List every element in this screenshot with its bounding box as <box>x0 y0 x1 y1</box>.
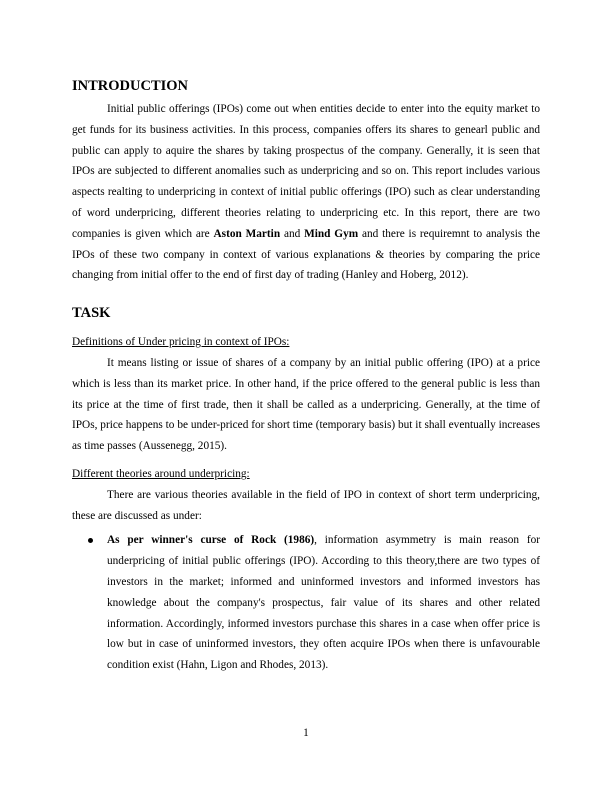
theories-list <box>72 530 540 676</box>
winners-curse-text: , information asymmetry is main reason for underpricing of initial public offerings (IPO). According to this theory,there are two types of investors in the market; informed and uninformed investors and informed investors has knowledge about the company's prospectus, fair value of its shares and other related information. Accordingly, informed investors purchase this shares in a case when offer price is low but in case of uninformed investors, they often acquire IPOs when there is unfavourable condition exist (Hahn, Ligon and Rhodes, 2013). <box>107 534 540 672</box>
theories-paragraph: There are various theories available in the field of IPO in context of short term underpricing, these are discussed as under: <box>72 488 540 522</box>
introduction-text-3: and there is requiremnt to analysis the IPOs of these two company in context of various explanations & theories by comparing the price changing from initial offer to the end of first day of trading (Hanley and Hoberg, 2012). <box>72 227 540 282</box>
page-number: 1 <box>303 727 309 739</box>
list-item <box>72 530 540 676</box>
bullet-icon <box>88 538 93 543</box>
task-heading: TASK <box>72 305 111 322</box>
introduction-text-2: and <box>280 227 305 240</box>
company-mind-gym: Mind Gym <box>304 227 359 240</box>
definitions-paragraph: It means listing or issue of shares of a company by an initial public offering (IPO) at a price which is less than its market price. In other hand, if the price offered to the general public is less than its price at the time of first trade, then it shall be called as a underpricing. Generally, at the time of IPOs, price happens to be under-priced for short time (temporary basis) but it shall eventually increases as time passes (Aussenegg, 2015). <box>72 356 540 453</box>
theories-subheading: Different theories around underpricing: <box>72 467 250 480</box>
definitions-subheading: Definitions of Under pricing in context of IPOs: <box>72 336 290 349</box>
introduction-paragraph <box>72 99 540 286</box>
company-aston-martin: Aston Martin <box>213 227 281 240</box>
document-page <box>72 76 540 676</box>
introduction-text-1: Initial public offerings (IPOs) come out when entities decide to enter into the equity market to get funds for its business activities. In this process, companies offers its shares to genearl public and public can apply to aquire the shares by taking prospectus of the company. Generally, it is seen that IPOs are subjected to different anomalies such as underpricing and so on. This report includes various aspects realting to underpricing in context of initial public offerings (IPO) such as clear understanding of word underpricing, different theories relating to underpricing etc. In this report, there are two companies is given which are <box>72 103 540 240</box>
winners-curse-label: As per winner's curse of Rock (1986) <box>107 534 315 547</box>
introduction-heading: INTRODUCTION <box>72 78 189 94</box>
